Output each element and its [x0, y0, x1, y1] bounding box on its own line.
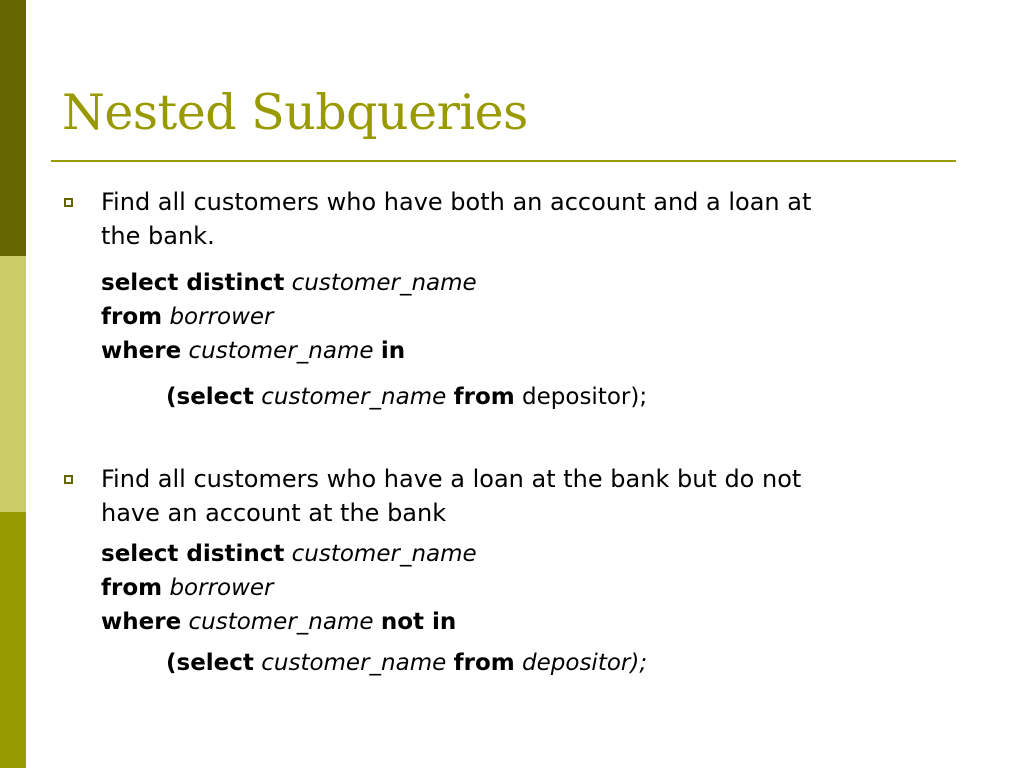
- sql-identifier: customer_name: [291, 270, 477, 296]
- sql-keyword: from: [101, 575, 163, 601]
- sql-plain-text: depositor);: [522, 384, 648, 410]
- side-bar-bottom: [0, 512, 26, 768]
- sql-keyword: from: [453, 384, 515, 410]
- sql-identifier: customer_name: [188, 609, 374, 635]
- query-2-line-1: [101, 537, 477, 571]
- side-bar-middle: [0, 256, 26, 512]
- title-divider: [51, 160, 956, 162]
- sql-identifier: customer_name: [261, 384, 447, 410]
- sql-identifier: borrower: [169, 304, 274, 330]
- query-1-line-2: [101, 300, 274, 334]
- bullet-square-icon: [64, 198, 73, 207]
- query-2-line-2: [101, 571, 274, 605]
- sql-identifier: customer_name: [261, 650, 447, 676]
- query-1-line-3: [101, 334, 405, 368]
- sql-identifier: borrower: [169, 575, 274, 601]
- slide-title: Nested Subqueries: [62, 84, 528, 141]
- sql-identifier: customer_name: [188, 338, 374, 364]
- side-bar-top: [0, 0, 26, 256]
- query-2-subquery-line: [166, 646, 647, 680]
- sql-identifier: customer_name: [291, 541, 477, 567]
- bullet-square-icon: [64, 475, 73, 484]
- sql-keyword: in: [380, 338, 406, 364]
- bullet-1-text: Find all customers who have both an account and a loan at the bank.: [101, 188, 812, 250]
- query-1-subquery-line: [166, 380, 647, 414]
- sql-keyword: where: [101, 609, 182, 635]
- sql-keyword: (select: [166, 384, 254, 410]
- sql-keyword: not in: [380, 609, 457, 635]
- query-1-line-1: [101, 266, 477, 300]
- bullet-2-text: Find all customers who have a loan at the bank but do not have an account at the bank: [101, 465, 802, 527]
- sql-keyword: from: [453, 650, 515, 676]
- sql-keyword: where: [101, 338, 182, 364]
- sql-identifier: depositor);: [522, 650, 648, 676]
- query-2-line-3: [101, 605, 456, 639]
- sql-keyword: (select: [166, 650, 254, 676]
- sql-keyword: from: [101, 304, 163, 330]
- sql-keyword: select distinct: [101, 270, 285, 296]
- sql-keyword: select distinct: [101, 541, 285, 567]
